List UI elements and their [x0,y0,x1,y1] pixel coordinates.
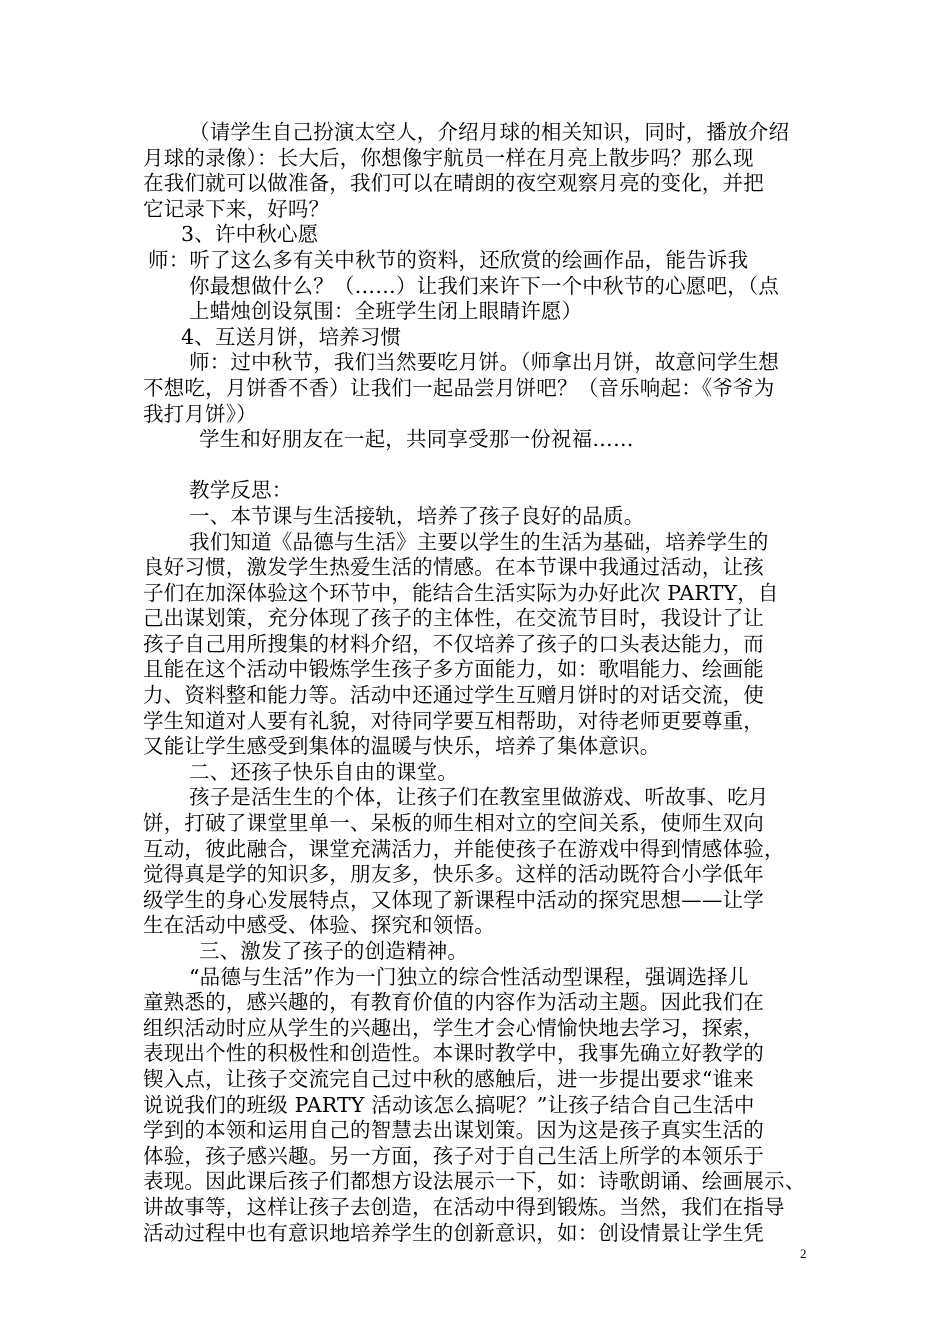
text-line: 学生知道对人要有礼貌，对待同学要互相帮助，对待老师更要尊重， [143,708,764,733]
section-heading: 4、互送月饼，培养习惯 [181,324,402,349]
text-line: 师：听了这么多有关中秋节的资料，还欣赏的绘画作品，能告诉我 [148,247,749,272]
text-line: 子们在加深体验这个环节中，能结合生活实际为办好此次 PARTY，自 [143,580,779,605]
section-heading: 一、本节课与生活接轨，培养了孩子良好的品质。 [189,503,645,528]
text-line: 学生和好朋友在一起，共同享受那一份祝福…… [199,427,634,452]
text-line: 你最想做什么？（……）让我们来许下一个中秋节的心愿吧，（点 [189,273,780,298]
text-line: 师：过中秋节，我们当然要吃月饼。（师拿出月饼，故意问学生想 [189,350,780,375]
text-line: 孩子自己用所搜集的材料介绍，不仅培养了孩子的口头表达能力，而 [143,631,764,656]
text-line: 在我们就可以做准备，我们可以在晴朗的夜空观察月亮的变化，并把 [143,171,764,196]
text-line: 且能在这个活动中锻炼学生孩子多方面能力，如：歌唱能力、绘画能 [143,657,764,682]
text-line: 级学生的身心发展特点，又体现了新课程中活动的探究思想——让学 [143,887,764,912]
text-line: 不想吃，月饼香不香）让我们一起品尝月饼吧？（音乐响起：《爷爷为 [143,375,775,400]
text-line: 我打月饼》） [143,401,257,426]
text-line: 锲入点，让孩子交流完自己过中秋的感触后，进一步提出要求“谁来 [143,1066,754,1091]
document-body [143,120,823,1246]
page-number: 2 [800,1246,807,1261]
text-line: 互动，彼此融合，课堂充满活力，并能使孩子在游戏中得到情感体验， [143,836,785,861]
section-heading: 二、还孩子快乐自由的课堂。 [189,759,459,784]
text-line: 孩子是活生生的个体，让孩子们在教室里做游戏、听故事、吃月 [189,785,769,810]
text-line: “品德与生活”作为一门独立的综合性活动型课程，强调选择儿 [189,964,749,989]
section-heading: 三、激发了孩子的创造精神。 [199,939,469,963]
text-line: 表现。因此课后孩子们都想方设法展示一下，如：诗歌朗诵、绘画展示、 [143,1169,806,1194]
text-line: 学到的本领和运用自己的智慧去出谋划策。因为这是孩子真实生活的 [143,1118,764,1143]
text-line: 生在活动中感受、体验、探究和领悟。 [143,913,495,938]
text-line: 上蜡烛创设氛围：全班学生闭上眼睛许愿） [189,299,583,324]
text-line: 我们知道《品德与生活》主要以学生的生活为基础，培养学生的 [189,529,769,554]
text-line: 说说我们的班级 PARTY 活动该怎么搞呢？”让孩子结合自己生活中 [143,1092,755,1117]
blank-line [143,453,823,479]
text-line: 它记录下来，好吗？ [143,196,330,221]
text-line: 觉得真是学的知识多，朋友多，快乐多。这样的活动既符合小学低年 [143,862,764,887]
text-line: 组织活动时应从学生的兴趣出，学生才会心情愉快地去学习，探索， [143,1015,764,1040]
text-line: 月球的录像）：长大后，你想像宇航员一样在月亮上散步吗？那么现 [143,145,754,170]
text-line: （请学生自己扮演太空人，介绍月球的相关知识，同时，播放介绍 [189,120,790,144]
text-line: 又能让学生感受到集体的温暖与快乐，培养了集体意识。 [143,734,661,759]
text-line: 表现出个性的积极性和创造性。本课时教学中，我事先确立好教学的 [143,1041,764,1066]
text-line: 己出谋划策，充分体现了孩子的主体性，在交流节目时，我设计了让 [143,606,764,631]
text-line: 良好习惯，激发学生热爱生活的情感。在本节课中我通过活动，让孩 [143,555,764,580]
text-line: 讲故事等，这样让孩子去创造，在活动中得到锻炼。当然，我们在指导 [143,1194,785,1219]
text-line: 童熟悉的，感兴趣的，有教育价值的内容作为活动主题。因此我们在 [143,990,764,1015]
section-heading: 3、许中秋心愿 [181,222,319,247]
text-line: 活动过程中也有意识地培养学生的创新意识，如：创设情景让学生凭 [143,1220,764,1245]
text-line: 饼，打破了课堂里单一、呆板的师生相对立的空间关系，使师生双向 [143,811,764,836]
text-line: 体验，孩子感兴趣。另一方面，孩子对于自己生活上所学的本领乐于 [143,1143,764,1168]
section-heading: 教学反思： [189,478,293,503]
text-line: 力、资料整和能力等。活动中还通过学生互赠月饼时的对话交流，使 [143,683,764,708]
